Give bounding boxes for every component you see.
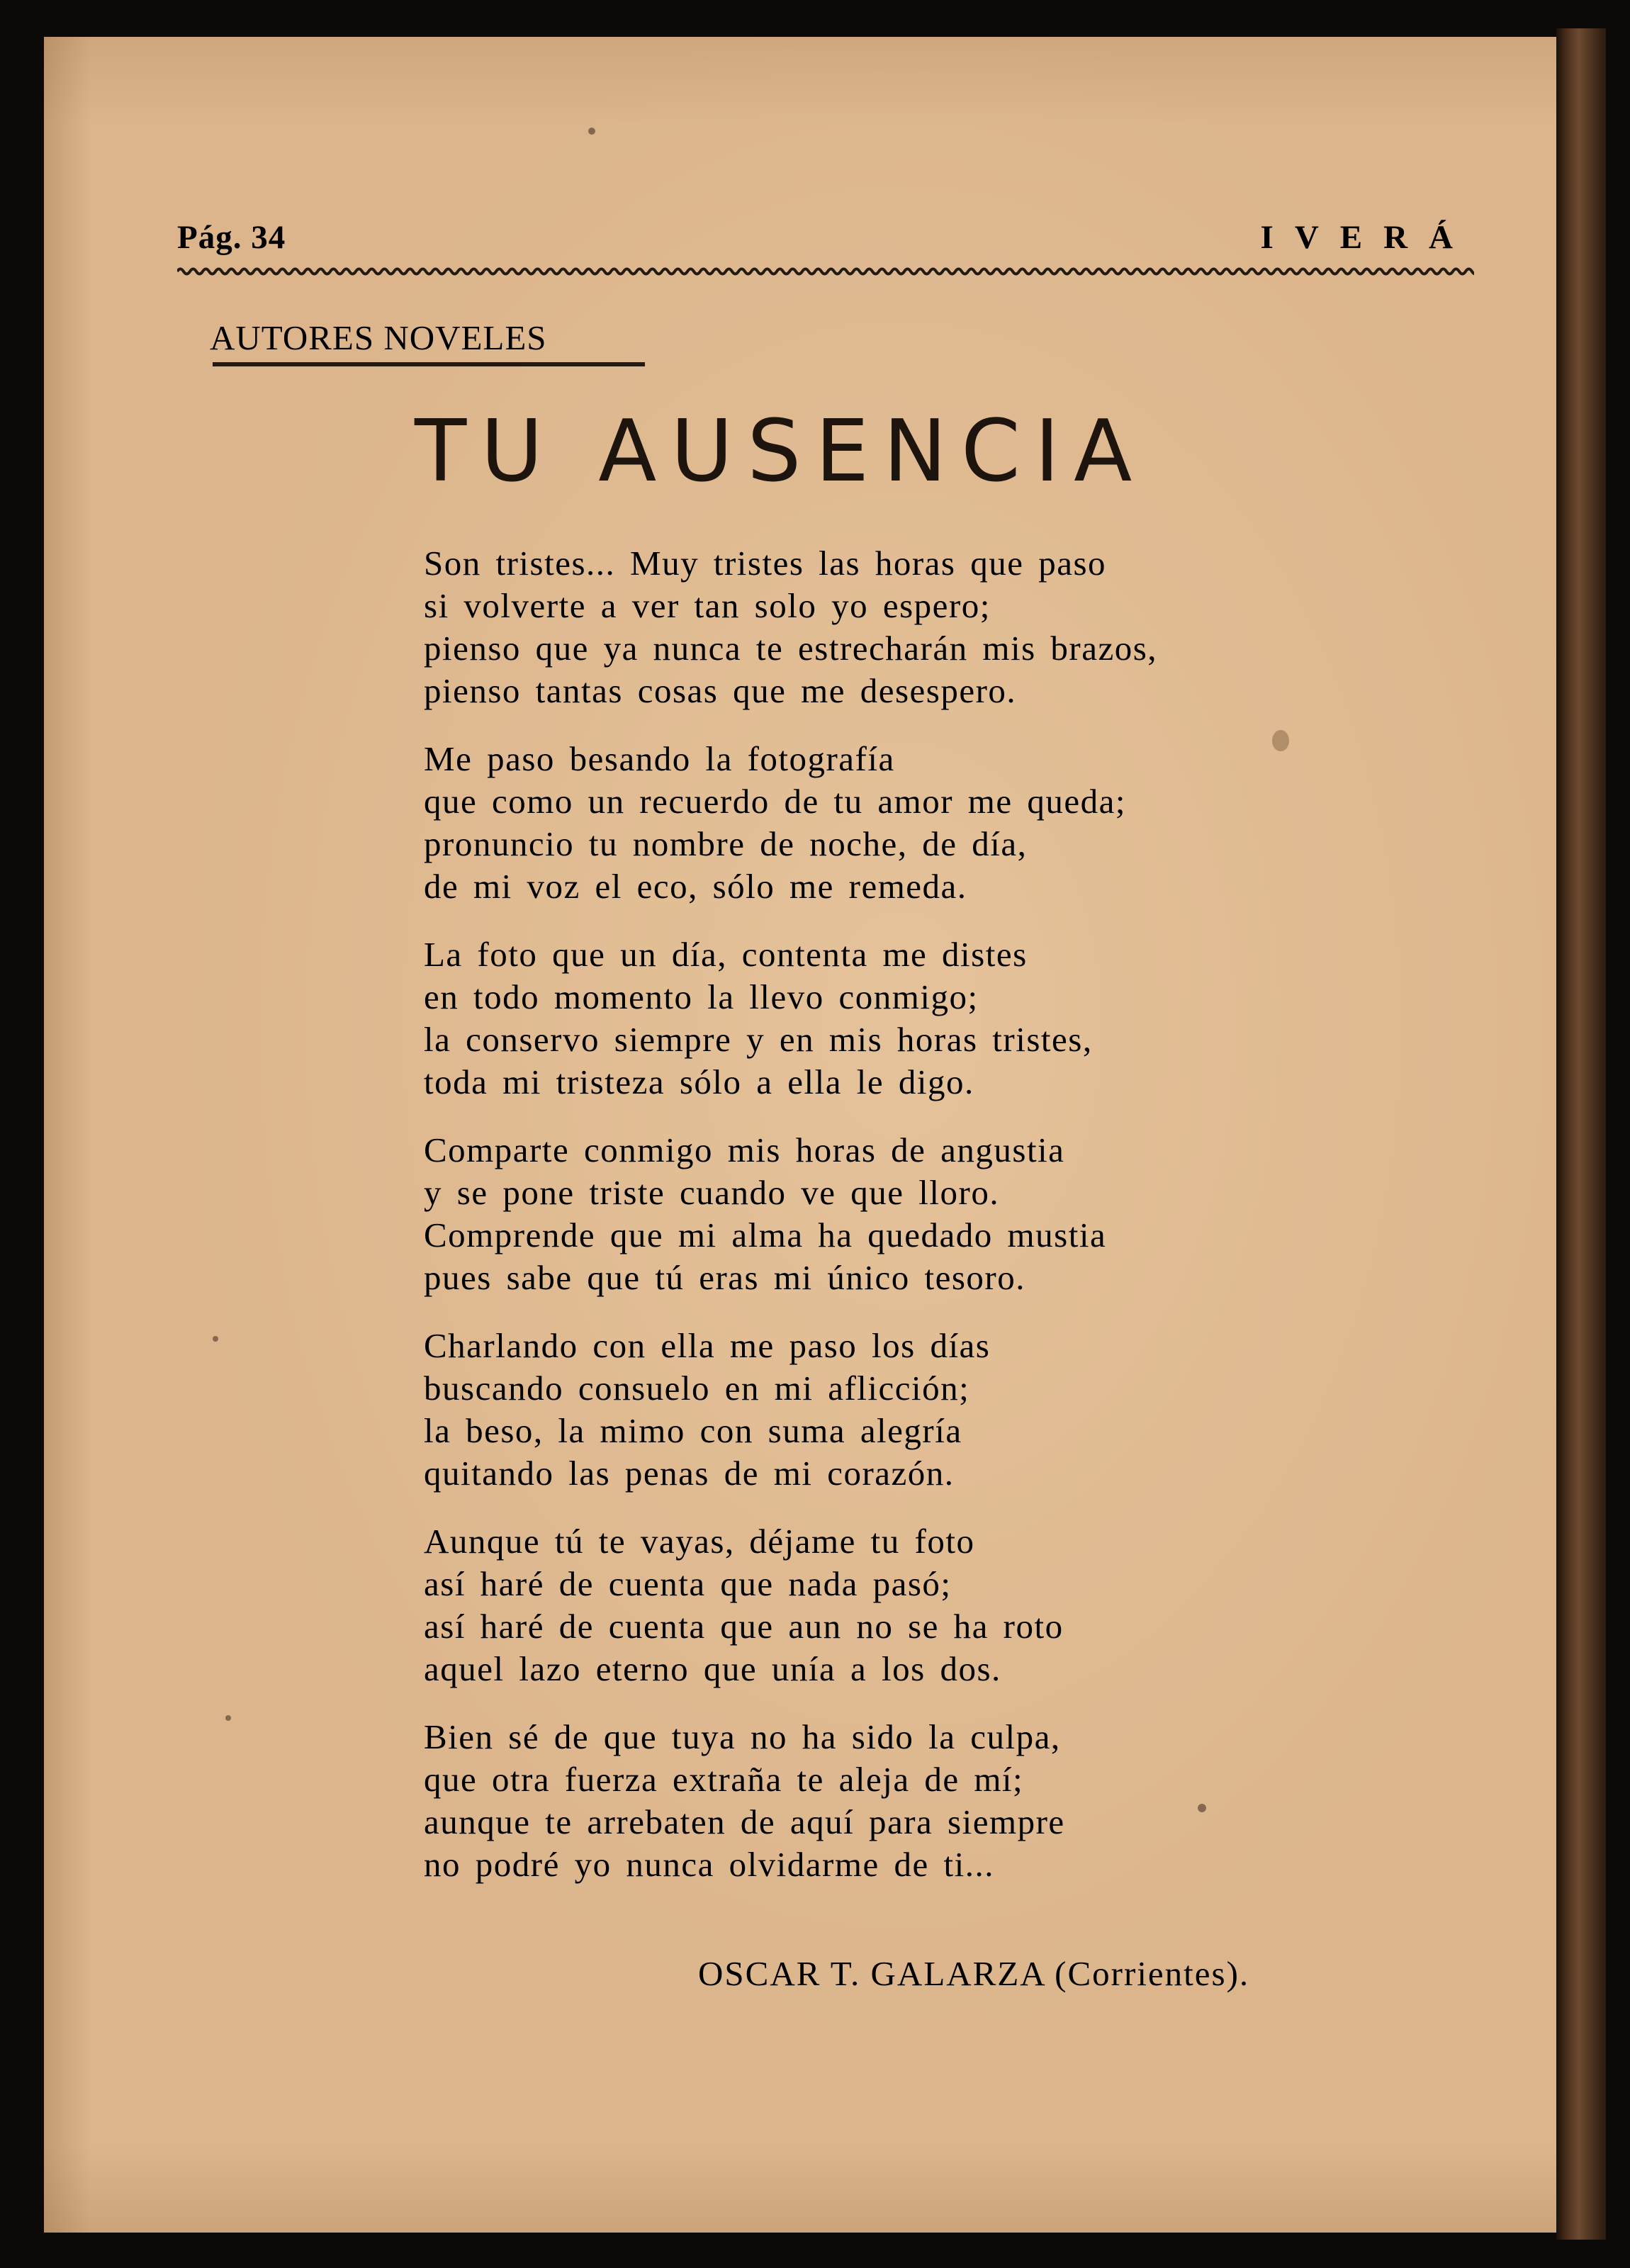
poem-line: Charlando con ella me paso los días [424, 1326, 991, 1365]
page-number: Pág. 34 [177, 219, 286, 256]
poem-body [424, 542, 1345, 1911]
book-spine [1556, 28, 1606, 2240]
poem-line: de mi voz el eco, sólo me remeda. [424, 867, 967, 906]
poem-line: si volverte a ver tan solo yo espero; [424, 586, 991, 625]
magazine-title: IVERÁ [1260, 219, 1474, 256]
poem-title: TU AUSENCIA [415, 403, 1147, 501]
paper-speck [213, 1336, 218, 1342]
poem-line: Son tristes... Muy tristes las horas que paso [424, 544, 1107, 583]
stanza [424, 1520, 1345, 1690]
paper-speck [1272, 730, 1289, 751]
poem-line: y se pone triste cuando ve que lloro. [424, 1173, 1000, 1212]
poem-line: quitando las penas de mi corazón. [424, 1454, 955, 1493]
poem-line: pienso que ya nunca te estrecharán mis brazos, [424, 629, 1158, 668]
poem-line: en todo momento la llevo conmigo; [424, 977, 979, 1016]
stanza [424, 1129, 1345, 1299]
poem-line: no podré yo nunca olvidarme de ti... [424, 1845, 994, 1884]
poem-line: Comparte conmigo mis horas de angustia [424, 1130, 1065, 1169]
poem-line: pronuncio tu nombre de noche, de día, [424, 824, 1028, 863]
poem-line: Aunque tú te vayas, déjame tu foto [424, 1522, 975, 1561]
poem-line: que como un recuerdo de tu amor me queda; [424, 782, 1127, 821]
author-signature: OSCAR T. GALARZA (Corrientes). [698, 1954, 1250, 1993]
poem-line: pienso tantas cosas que me desespero. [424, 671, 1017, 710]
paper-speck [1198, 1804, 1206, 1812]
poem-line: aunque te arrebaten de aquí para siempre [424, 1802, 1065, 1841]
paper-speck [225, 1715, 231, 1721]
poem-line: buscando consuelo en mi aflicción; [424, 1369, 970, 1408]
stanza [424, 542, 1345, 712]
poem-line: la beso, la mimo con suma alegría [424, 1411, 962, 1450]
poem-line: pues sabe que tú eras mi único tesoro. [424, 1258, 1025, 1297]
poem-line: la conservo siempre y en mis horas tristes, [424, 1020, 1093, 1059]
poem-line: así haré de cuenta que aun no se ha roto [424, 1607, 1064, 1646]
poem-line: así haré de cuenta que nada pasó; [424, 1564, 952, 1603]
stanza [424, 1325, 1345, 1495]
poem-line: La foto que un día, contenta me distes [424, 935, 1028, 974]
poem-line: Bien sé de que tuya no ha sido la culpa, [424, 1717, 1061, 1756]
poem-line: que otra fuerza extraña te aleja de mí; [424, 1760, 1024, 1799]
poem-line: Comprende que mi alma ha quedado mustia [424, 1216, 1107, 1254]
header-wavy-rule [177, 265, 1474, 278]
poem-line: toda mi tristeza sólo a ella le digo. [424, 1062, 974, 1101]
page-header [177, 218, 1474, 261]
section-underline [213, 362, 645, 366]
poem-line: Me paso besando la fotografía [424, 739, 895, 778]
paper-speck [588, 128, 595, 135]
stanza [424, 933, 1345, 1104]
stanza [424, 738, 1345, 908]
section-heading: AUTORES NOVELES [210, 318, 547, 357]
stanza [424, 1716, 1345, 1886]
poem-line: aquel lazo eterno que unía a los dos. [424, 1649, 1001, 1688]
